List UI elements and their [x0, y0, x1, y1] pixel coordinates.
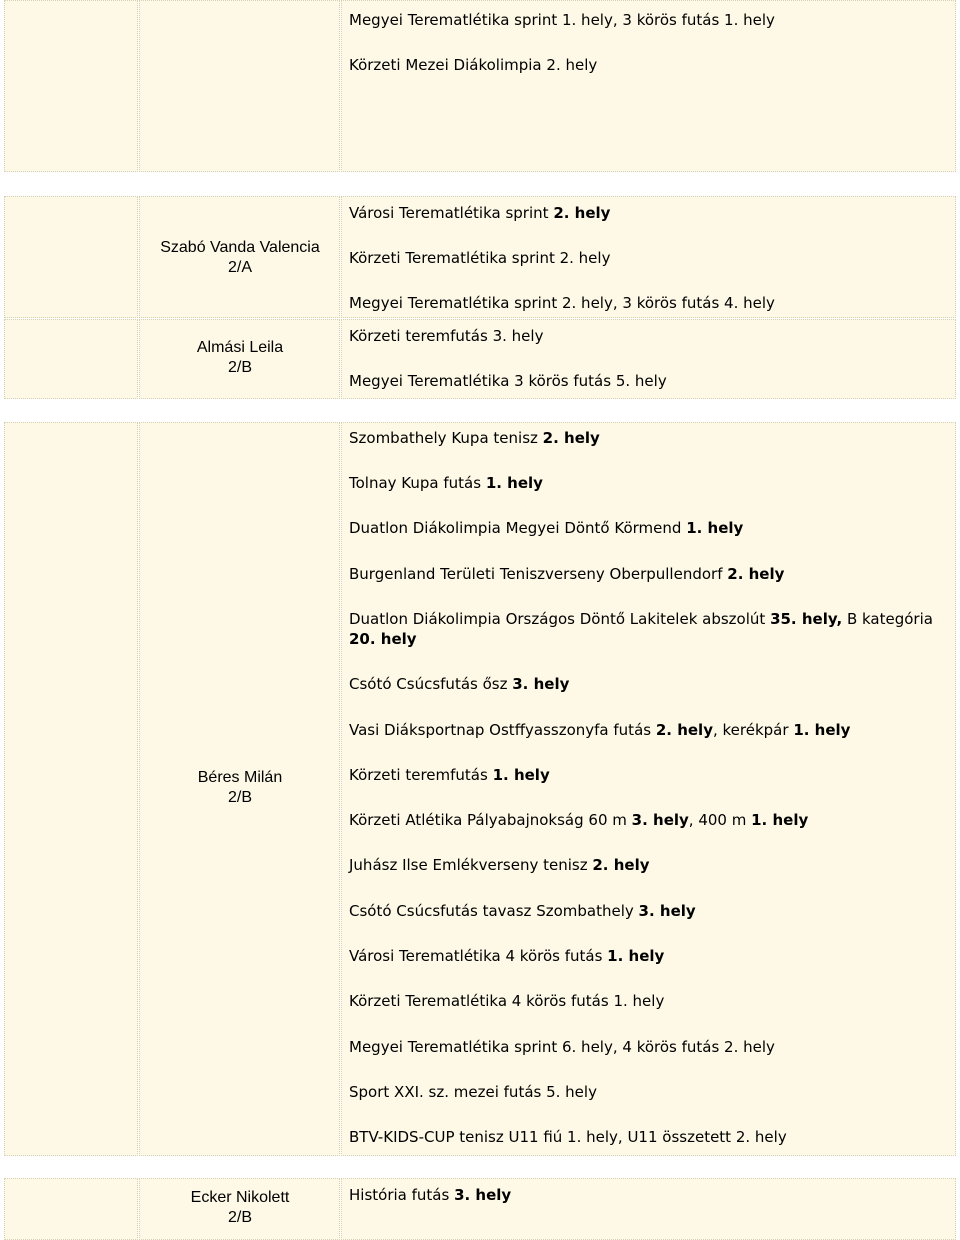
event-text: Körzeti Terematlétika 4 körös futás 1. hely [349, 992, 665, 1010]
placement-text: 3. hely [638, 902, 696, 920]
event-text: , 400 m [688, 811, 752, 829]
placement-text: 2. hely [655, 721, 713, 739]
achievement-line [349, 1185, 511, 1205]
achievement-line [349, 810, 808, 830]
achievement-line [349, 1037, 775, 1057]
student-name-block [141, 238, 339, 278]
empty-left-cell [4, 319, 138, 399]
event-text: Városi Terematlétika sprint [349, 204, 554, 222]
achievement-line [349, 564, 784, 584]
achievement-line [349, 720, 850, 740]
student-name: Béres Milán [197, 769, 283, 786]
placement-text: 1. hely [686, 519, 744, 537]
placement-text: 1. hely [793, 721, 851, 739]
placement-text: 3. hely [512, 675, 570, 693]
achievement-line [349, 946, 664, 966]
event-text: Burgenland Területi Teniszverseny Oberpullendorf [349, 565, 728, 583]
achievement-line [349, 55, 597, 75]
achievement-line [349, 248, 610, 268]
achievement-line [349, 518, 743, 538]
event-text: Körzeti teremfutás [349, 766, 493, 784]
achievement-line [349, 1127, 787, 1147]
achievement-line [349, 674, 569, 694]
student-class: 2/B [227, 359, 252, 376]
achievement-line [349, 371, 667, 391]
event-text: Szombathely Kupa tenisz [349, 429, 543, 447]
student-name-block [141, 768, 339, 808]
placement-text: 1. hely [751, 811, 809, 829]
event-text: Megyei Terematlétika sprint 1. hely, 3 körös futás 1. hely [349, 11, 775, 29]
placement-text: 2. hely [727, 565, 785, 583]
event-text: BTV-KIDS-CUP tenisz U11 fiú 1. hely, U11 összetett 2. hely [349, 1128, 787, 1146]
event-text: Körzeti Terematlétika sprint 2. hely [349, 249, 611, 267]
empty-left-cell [4, 196, 138, 318]
achievement-line [349, 991, 664, 1011]
event-text: Sport XXI. sz. mezei futás 5. hely [349, 1083, 597, 1101]
placement-text: 1. hely [485, 474, 543, 492]
placement-text: 2. hely [553, 204, 611, 222]
student-name-block [141, 338, 339, 378]
empty-left-cell [4, 1178, 138, 1240]
event-text: Városi Terematlétika 4 körös futás [349, 947, 608, 965]
student-class: 2/A [227, 259, 252, 276]
placement-text: 1. hely [492, 766, 550, 784]
placement-text: 35. hely, [770, 610, 843, 628]
student-name: Almási Leila [196, 339, 284, 356]
event-text: Körzeti Mezei Diákolimpia 2. hely [349, 56, 598, 74]
student-name: Szabó Vanda Valencia [160, 239, 320, 256]
student-name-block [141, 1188, 339, 1228]
event-text: Tolnay Kupa futás [349, 474, 486, 492]
event-text: Juhász Ilse Emlékverseny tenisz [349, 856, 593, 874]
empty-left-cell [4, 0, 138, 172]
placement-text: 1. hely [607, 947, 665, 965]
placement-text: 2. hely [592, 856, 650, 874]
placement-text: 2. hely [542, 429, 600, 447]
placement-text: 3. hely [631, 811, 689, 829]
empty-left-cell [4, 422, 138, 1156]
placement-text: 20. hely [349, 630, 417, 648]
event-text: Duatlon Diákolimpia Megyei Döntő Körmend [349, 519, 687, 537]
name-cell [139, 0, 340, 172]
event-text: Körzeti Atlétika Pályabajnokság 60 m [349, 811, 632, 829]
achievement-line [349, 855, 650, 875]
event-text: , kerékpár [712, 721, 794, 739]
achievement-line [349, 10, 775, 30]
student-name: Ecker Nikolett [190, 1189, 290, 1206]
achievement-line [349, 473, 543, 493]
event-text: Vasi Diáksportnap Ostffyasszonyfa futás [349, 721, 656, 739]
achievement-line [349, 293, 775, 313]
achievement-line [349, 326, 543, 346]
placement-text: 3. hely [454, 1186, 512, 1204]
event-text: Megyei Terematlétika 3 körös futás 5. hely [349, 372, 667, 390]
achievement-line [349, 901, 696, 921]
event-text: Megyei Terematlétika sprint 6. hely, 4 körös futás 2. hely [349, 1038, 775, 1056]
achievement-line [349, 428, 600, 448]
achievement-line [349, 765, 550, 785]
achievement-line [349, 609, 954, 649]
achievement-line [349, 203, 610, 223]
event-text: Körzeti teremfutás 3. hely [349, 327, 544, 345]
event-text: Csótó Csúcsfutás tavasz Szombathely [349, 902, 639, 920]
event-text: B kategória [842, 610, 933, 628]
event-text: História futás [349, 1186, 455, 1204]
student-class: 2/B [227, 1209, 252, 1226]
achievement-line [349, 1082, 597, 1102]
event-text: Duatlon Diákolimpia Országos Döntő Lakitelek abszolút [349, 610, 771, 628]
event-text: Csótó Csúcsfutás ősz [349, 675, 513, 693]
student-class: 2/B [227, 789, 252, 806]
event-text: Megyei Terematlétika sprint 2. hely, 3 körös futás 4. hely [349, 294, 775, 312]
